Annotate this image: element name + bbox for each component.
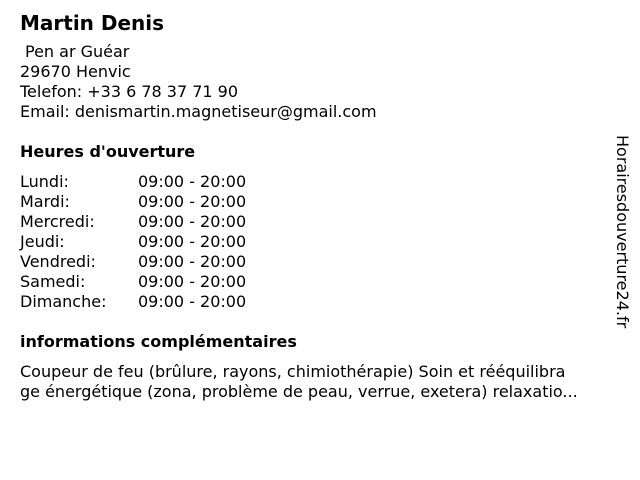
hours-row	[20, 212, 620, 232]
day-label: Jeudi:	[20, 232, 65, 251]
hours-row	[20, 252, 620, 272]
phone-number[interactable]: Telefon: +33 6 78 37 71 90	[20, 82, 239, 101]
email-address[interactable]: Email: denismartin.magnetiseur@gmail.com	[20, 102, 377, 121]
time-range: 09:00 - 20:00	[138, 212, 247, 231]
time-range: 09:00 - 20:00	[138, 192, 247, 211]
info-line: ge énergétique (zona, problème de peau, verrue, exetera) relaxatio...	[20, 382, 578, 401]
info-description	[20, 362, 620, 402]
day-label: Vendredi:	[20, 252, 96, 271]
hours-row	[20, 232, 620, 252]
time-range: 09:00 - 20:00	[138, 172, 247, 191]
site-watermark: Horairesdouverture24.fr	[613, 135, 632, 329]
time-range: 09:00 - 20:00	[138, 252, 247, 271]
day-label: Mercredi:	[20, 212, 95, 231]
street-address: Pen ar Guéar	[25, 42, 130, 61]
day-label: Dimanche:	[20, 292, 107, 311]
info-line: Coupeur de feu (brûlure, rayons, chimiothérapie) Soin et rééquilibra	[20, 362, 566, 381]
time-range: 09:00 - 20:00	[138, 232, 247, 251]
hours-table	[20, 172, 620, 312]
city-postal: 29670 Henvic	[20, 62, 131, 81]
hours-row	[20, 172, 620, 192]
hours-title: Heures d'ouverture	[20, 142, 196, 161]
hours-row	[20, 292, 620, 312]
day-label: Mardi:	[20, 192, 70, 211]
hours-row	[20, 272, 620, 292]
business-card	[20, 10, 620, 402]
day-label: Lundi:	[20, 172, 69, 191]
time-range: 09:00 - 20:00	[138, 292, 247, 311]
hours-row	[20, 192, 620, 212]
business-name: Martin Denis	[20, 11, 165, 35]
time-range: 09:00 - 20:00	[138, 272, 247, 291]
day-label: Samedi:	[20, 272, 86, 291]
info-title: informations complémentaires	[20, 332, 297, 351]
